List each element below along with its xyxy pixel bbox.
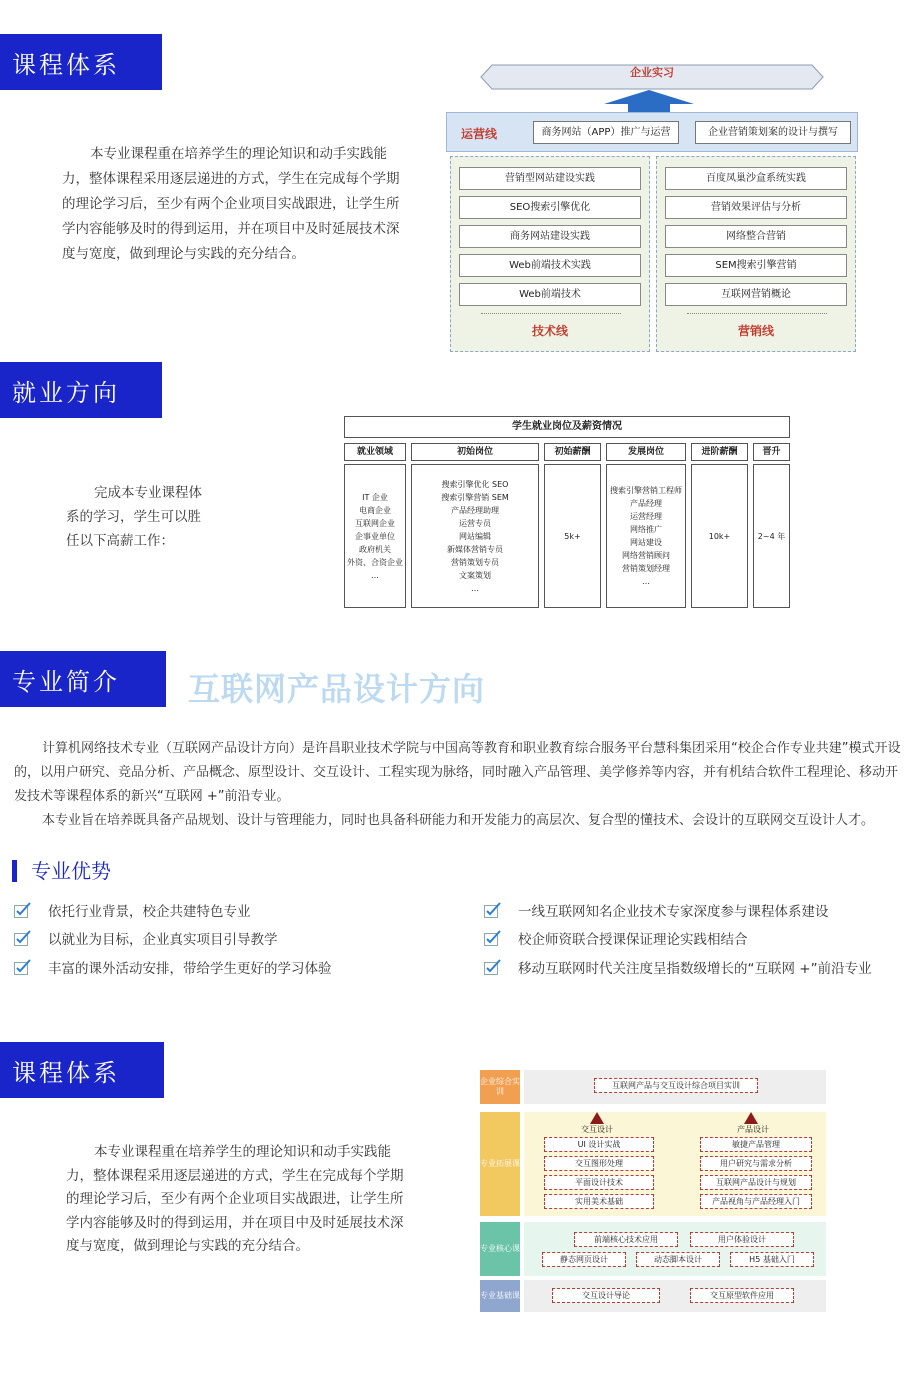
checkbox-icon (14, 930, 32, 946)
operation-item: 商务网站（APP）推广与运营 (533, 121, 679, 144)
extension-course: 敏捷产品管理 (700, 1137, 812, 1152)
core-course: 用户体验设计 (690, 1232, 794, 1247)
internship-label: 企业实习 (630, 66, 674, 79)
position-item: 网络营销顾问 (622, 551, 670, 560)
table-cell-promotion (753, 464, 790, 608)
advantage-text: 一线互联网知名企业技术专家深度参与课程体系建设 (518, 904, 829, 920)
checkbox-icon (484, 902, 502, 918)
project-course: 互联网产品与交互设计综合项目实训 (594, 1078, 758, 1093)
position-item: 营销策划经理 (622, 564, 670, 573)
up-arrow-icon (590, 1112, 604, 1124)
position-item: 网站建设 (630, 538, 662, 547)
promotion-value: 2~4 年 (757, 531, 786, 541)
position-item: 搜索引擎优化 SEO (441, 479, 509, 489)
position-item: … (471, 583, 479, 593)
marketing-course-item: 百度凤巢沙盒系统实践 (665, 167, 847, 190)
position-item: 新媒体营销专员 (447, 544, 503, 554)
advantage-text: 校企师资联合授课保证理论实践相结合 (518, 932, 748, 948)
table-title: 学生就业岗位及薪资情况 (344, 416, 790, 438)
product-course-diagram (480, 1068, 828, 1314)
advantage-text: 以就业为目标，企业真实项目引导教学 (48, 932, 278, 948)
field-item: 外资、合资企业 (347, 557, 403, 567)
checkbox-icon (14, 902, 32, 918)
table-cell-fields (344, 464, 406, 608)
position-item: 网站编辑 (459, 531, 491, 541)
divider (481, 313, 621, 314)
advantage-text: 依托行业背景，校企共建特色专业 (48, 904, 251, 920)
marketing-course-item: 网络整合营销 (665, 225, 847, 248)
table-cell-development-positions (606, 464, 686, 608)
tech-course-item: Web前端技术实践 (459, 254, 641, 277)
advantage-text: 移动互联网时代关注度呈指数级增长的“互联网 +”前沿专业 (518, 961, 872, 977)
advantages-title: 专业优势 (12, 860, 111, 882)
position-item: 搜索引擎营销 SEM (441, 492, 509, 502)
extension-course: 交互图形处理 (544, 1156, 654, 1171)
table-header: 初始薪酬 (544, 443, 601, 461)
advantage-item (484, 900, 829, 920)
operation-item: 企业营销策划案的设计与撰写 (695, 121, 851, 144)
position-item: 营销策划专员 (451, 557, 499, 567)
field-item: 电商企业 (359, 505, 391, 515)
position-item: 网络推广 (630, 525, 662, 534)
advantage-text: 丰富的课外活动安排，带给学生更好的学习体验 (48, 961, 332, 977)
table-cell-advanced-salary (691, 464, 748, 608)
level-label: 专业拓展课 (480, 1112, 520, 1216)
core-course: 动态脚本设计 (636, 1252, 720, 1267)
field-item: 企事业单位 (355, 531, 395, 541)
table-header: 进阶薪酬 (691, 443, 748, 461)
extension-course: 实用美术基础 (544, 1194, 654, 1209)
extension-course: UI 设计实战 (544, 1137, 654, 1152)
table-cell-initial-salary (544, 464, 601, 608)
extension-course: 用户研究与需求分析 (700, 1156, 812, 1171)
field-item: IT 企业 (362, 492, 388, 502)
position-item: 产品经理助理 (451, 505, 499, 515)
operation-line-label: 运营线 (461, 127, 498, 141)
course-system-paragraph-2: 本专业课程重在培养学生的理论知识和动手实践能力，整体课程采用逐层递进的方式，学生在完成每个学期的理论学习后，至少有两个企业项目实战跟进，让学生所学内容能够及时的得到运用，并在项目中及时延展技术深度与宽度，做到理论与实践的充分结合。 (66, 1144, 404, 1254)
divider (687, 313, 827, 314)
course-system-paragraph: 本专业课程重在培养学生的理论知识和动手实践能力，整体课程采用逐层递进的方式，学生在完成每个学期的理论学习后，至少有两个企业项目实战跟进，让学生所学内容能够及时的得到运用，并在项目中及时延展技术深度与宽度，做到理论与实践的充分结合。 (62, 146, 400, 262)
tech-course-item: 营销型网站建设实践 (459, 167, 641, 190)
marketing-course-item: SEM搜索引擎营销 (665, 254, 847, 277)
tech-course-item: 商务网站建设实践 (459, 225, 641, 248)
section-header-course-system: 课程体系 (0, 34, 162, 90)
up-arrow-icon (604, 90, 694, 112)
basic-course: 交互设计导论 (552, 1288, 660, 1303)
tech-line-label: 技术线 (531, 324, 568, 338)
tech-course-item: Web前端技术 (459, 283, 641, 306)
field-item: 互联网企业 (355, 518, 395, 528)
section-header-major-intro: 专业简介 (0, 651, 166, 707)
basic-course: 交互原型软件应用 (690, 1288, 794, 1303)
marketing-course-item: 营销效果评估与分析 (665, 196, 847, 219)
major-intro-text (14, 737, 910, 833)
position-item: 文案策划 (459, 570, 491, 580)
tech-course-item: SEO搜索引擎优化 (459, 196, 641, 219)
extension-course: 互联网产品设计与规划 (700, 1175, 812, 1190)
table-header: 晋升 (753, 443, 790, 461)
core-course: H5 基础入门 (730, 1252, 814, 1267)
table-cell-initial-positions (411, 464, 539, 608)
advantage-item (14, 957, 332, 977)
extension-row (524, 1112, 826, 1216)
level-label: 专业核心课 (480, 1222, 520, 1276)
table-header: 初始岗位 (411, 443, 539, 461)
operation-line-row (446, 112, 858, 152)
level-label: 专业基础课 (480, 1280, 520, 1312)
position-item: … (642, 577, 650, 586)
table-header: 发展岗位 (606, 443, 686, 461)
major-direction-title: 互联网产品设计方向 (188, 670, 486, 708)
intro-paragraph: 计算机网络技术专业（互联网产品设计方向）是许昌职业技术学院与中国高等教育和职业教育综合服务平台慧科集团采用“校企合作专业共建”模式开设的，以用户研究、竞品分析、产品概念、原型设计、交互设计、工程实现为脉络，同时融入产品管理、美学修养等内容，并有机结合软件工程理论、移动开发技术等课程体系的新兴“互联网 +”前沿专业。 (14, 741, 901, 804)
marketing-course-item: 互联网营销概论 (665, 283, 847, 306)
field-item: 政府机关 (359, 544, 391, 554)
position-item: 运营专员 (459, 518, 491, 528)
marketing-line-label: 营销线 (737, 324, 774, 338)
column-title: 产品设计 (737, 1125, 769, 1134)
up-arrow-icon (744, 1112, 758, 1124)
section-header-employment: 就业方向 (0, 362, 162, 418)
tech-line-column (450, 156, 650, 352)
advantage-item (14, 928, 278, 948)
course-system-diagram (446, 60, 862, 360)
core-row (524, 1222, 826, 1276)
column-title: 交互设计 (581, 1125, 613, 1134)
intro-paragraph: 本专业旨在培养既具备产品规划、设计与管理能力，同时也具备科研能力和开发能力的高层次、复合型的懂技术、会设计的互联网交互设计人才。 (42, 813, 875, 828)
employment-paragraph: 完成本专业课程体系的学习，学生可以胜任以下高薪工作： (66, 485, 202, 549)
checkbox-icon (14, 959, 32, 975)
level-label: 企业综合实训 (480, 1070, 520, 1104)
core-course: 静态网页设计 (542, 1252, 626, 1267)
advantage-item (484, 957, 872, 977)
extension-course: 产品视角与产品经理入门 (700, 1194, 812, 1209)
salary-value: 10k+ (708, 531, 731, 541)
position-item: 搜索引擎营销工程师 (610, 486, 682, 495)
advantage-item (14, 900, 251, 920)
extension-course: 平面设计技术 (544, 1175, 654, 1190)
position-item: 运营经理 (630, 512, 662, 521)
employment-table (344, 416, 790, 610)
field-item: … (371, 570, 379, 580)
project-row (524, 1070, 826, 1104)
marketing-line-column (656, 156, 856, 352)
position-item: 产品经理 (630, 499, 662, 508)
section-header-course-system-2: 课程体系 (0, 1042, 164, 1098)
table-header: 就业领域 (344, 443, 406, 461)
advantage-item (484, 928, 748, 948)
checkbox-icon (484, 930, 502, 946)
checkbox-icon (484, 959, 502, 975)
basic-row (524, 1280, 826, 1312)
core-course: 前端核心技术应用 (574, 1232, 678, 1247)
salary-value: 5k+ (564, 531, 581, 541)
